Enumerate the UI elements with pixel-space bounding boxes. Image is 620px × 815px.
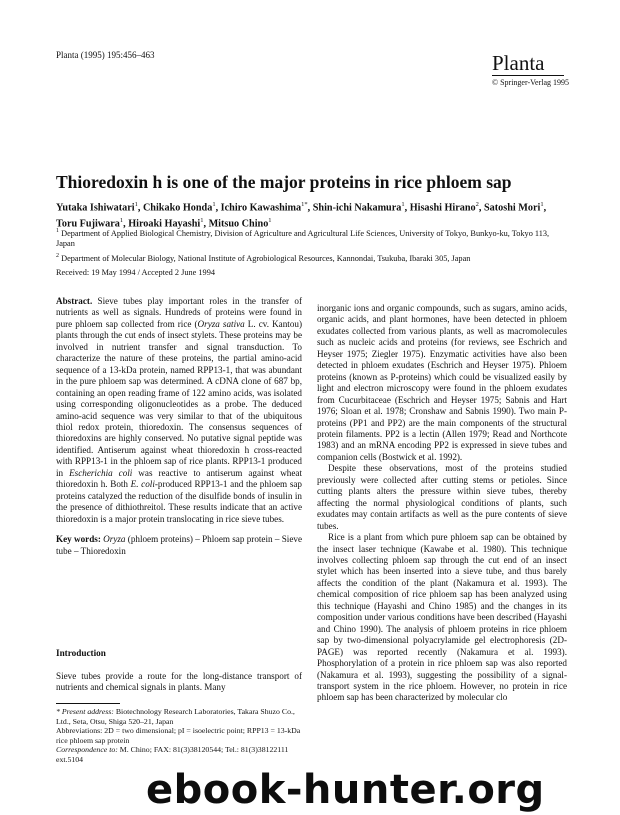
author-name: Satoshi Mori [483, 202, 541, 214]
introduction-text: Sieve tubes provide a route for the long-distance transport of nutrients and chemical signals in plants. Many [56, 671, 302, 693]
body-paragraph: inorganic ions and organic compounds, such as sugars, amino acids, organic acids, and plant hormones, have been detected in phloem exudates collected from various plants, as well as macromolecules such as nucleic acids and proteins (for reviews, see Eschrich and Heyser 1975; Ziegler 1975). Enzymatic activities have also been detected in phloem exudates (Eschrich and Heyser 1975). Phloem proteins (known as P-proteins) which could be visualized easily by light and electron microscopy were found in the phloem exudates from Cucurbitaceae (Eschrich and Heyser 1975; Sabnis and Hart 1976; Sloan et al. 1978; Cronshaw and Sabnis 1990). Two main P-proteins (PP1 and PP2) are the main components of the structural protein filaments. PP2 is a lectin (Allen 1979; Read and Northcote 1983) and an mRNA encoding PP2 is expressed in sieve tubes and companion cells (Bostwick et al. 1992). [317, 303, 567, 462]
abstract-section [56, 296, 302, 557]
author-name: Yutaka Ishiwatari [56, 202, 135, 214]
logo-wordmark: Planta [492, 51, 545, 75]
author-name: Hisashi Hirano [409, 202, 476, 214]
author-name: Mitsuo Chino [208, 218, 269, 230]
article-title: Thioredoxin h is one of the major proteins in rice phloem sap [56, 172, 512, 192]
body-right-column [317, 303, 567, 704]
affiliation-item: $^2$ Department of Molecular Biology, National Institute of Agrobiological Resources, Kannondai, Tsukuba, Ibaraki 305, Japan [56, 252, 471, 263]
author-name: Hiroaki Hayashi [128, 218, 201, 230]
footnote-present-address: * Present address: Biotechnology Research Laboratories, Takara Shuzo Co., Ltd., Seta, Otsu, Shiga 520–21, Japan [56, 707, 295, 726]
abstract-text: Abstract. Sieve tubes play important roles in the transfer of nutrients as well as signals. Hundreds of proteins were found in pure phloem sap collected from rice (Oryza sativa L. cv. Kantou) plants through the cut ends of insect stylets. These proteins may be involved in nutrient transfer and signal transduction. To characterize the nature of these proteins, the partial amino-acid sequence of a 13-kDa protein, named RPP13-1, that was abundant in the pure phloem sap was determined. A cDNA clone of 687 bp, containing an open reading frame of 122 amino acids, was isolated using corresponding oligonucleotides as a probe. The deduced amino-acid sequence was very similar to that of the ubiquitous thiol redox protein, thioredoxin. The consensus sequences of thioredoxins are highly conserved. No putative signal peptide was identified. Antiserum against wheat thioredoxin h cross-reacted with RPP13-1 in the phloem sap of rice plants. RPP13-1 produced in Escherichia coli was reactive to antiserum against wheat thioredoxin h. Both E. coli-produced RPP13-1 and the phloem sap proteins catalyzed the reduction of the disulfide bonds of insulin in the presence of dithiothreitol. These results indicate that an active thioredoxin is a major protein translocating in rice sieve tubes. [56, 296, 302, 524]
body-paragraph: Rice is a plant from which pure phloem sap can be obtained by the insect laser technique (Kawabe et al. 1980). This technique involves collecting phloem sap through the cut end of an insect stylet which has been inserted into a sieve tube, and thus barely affects the condition of the plant (Nakamura et al. 1993). The chemical composition of rice phloem sap has been analyzed using this technique (Hayashi and Chino 1985) and the changes in its composition under various conditions have been described (Hayashi and Chino 1990). The analysis of phloem proteins in rice phloem sap by two-dimensional polyacrylamide gel electrophoresis (2D-PAGE) was reported recently (Nakamura et al. 1993). Phosphorylation of a protein in rice phloem sap was also reported (Nakamura et al. 1993), suggesting the possibility of a signal-transport system in the rice phloem. However, no protein in rice phloem sap has been characterized by molecular clo [317, 532, 567, 703]
author-list: Yutaka Ishiwatari$^1$, Chikako Honda$^1$, Ichiro Kawashima$^{1*}$, Shin-ichi Nakamura$^1$, Hisashi Hirano$^2$, Satoshi Mori$^1$, Toru Fujiwara$^1$, Hiroaki Hayashi$^1$, Mitsuo Chino$^1$ [56, 201, 547, 230]
journal-reference: Planta (1995) 195:456–463 [56, 50, 155, 60]
watermark: ebook-hunter.org [146, 767, 545, 813]
logo-copyright: © Springer-Verlag 1995 [492, 78, 570, 87]
journal-logo [492, 51, 570, 87]
affiliation-item: $^1$ Department of Applied Biological Chemistry, Division of Agriculture and Agricultural Life Sciences, University of Tokyo, Bunkyo-ku, Tokyo 113, Japan [56, 228, 550, 249]
author-name: Chikako Honda [142, 202, 213, 214]
abstract-label: Abstract. [56, 296, 93, 306]
introduction-heading: Introduction [56, 648, 106, 658]
keywords: Key words: Oryza (phloem proteins) – Phloem sap protein – Sieve tube – Thioredoxin [56, 534, 302, 556]
author-name: Ichiro Kawashima [220, 202, 302, 214]
author-name: Toru Fujiwara [56, 218, 120, 230]
footnote-divider [56, 703, 120, 704]
author-name: Shin-ichi Nakamura [312, 202, 402, 214]
body-paragraph: Despite these observations, most of the proteins studied previously were collected after cutting stems or petioles. Since cutting plants alters the pressure within sieve tubes, thereby affecting the normal physiological conditions of plants, such exudates may contain artifacts as well as the pure contents of sieve tubes. [317, 463, 567, 531]
footnotes [56, 707, 302, 765]
affiliations [56, 226, 566, 265]
received-dates: Received: 19 May 1994 / Accepted 2 June 1994 [56, 268, 215, 277]
footnote-correspondence: Correspondence to: M. Chino; FAX: 81(3)38120544; Tel.: 81(3)38122111 ext.5104 [56, 745, 289, 764]
footnote-abbreviations: Abbreviations: 2D = two dimensional; pI = isoelectric point; RPP13 = 13-kDa rice phloem sap protein [56, 726, 301, 745]
logo-divider [492, 75, 564, 76]
keywords-label: Key words: [56, 534, 101, 545]
